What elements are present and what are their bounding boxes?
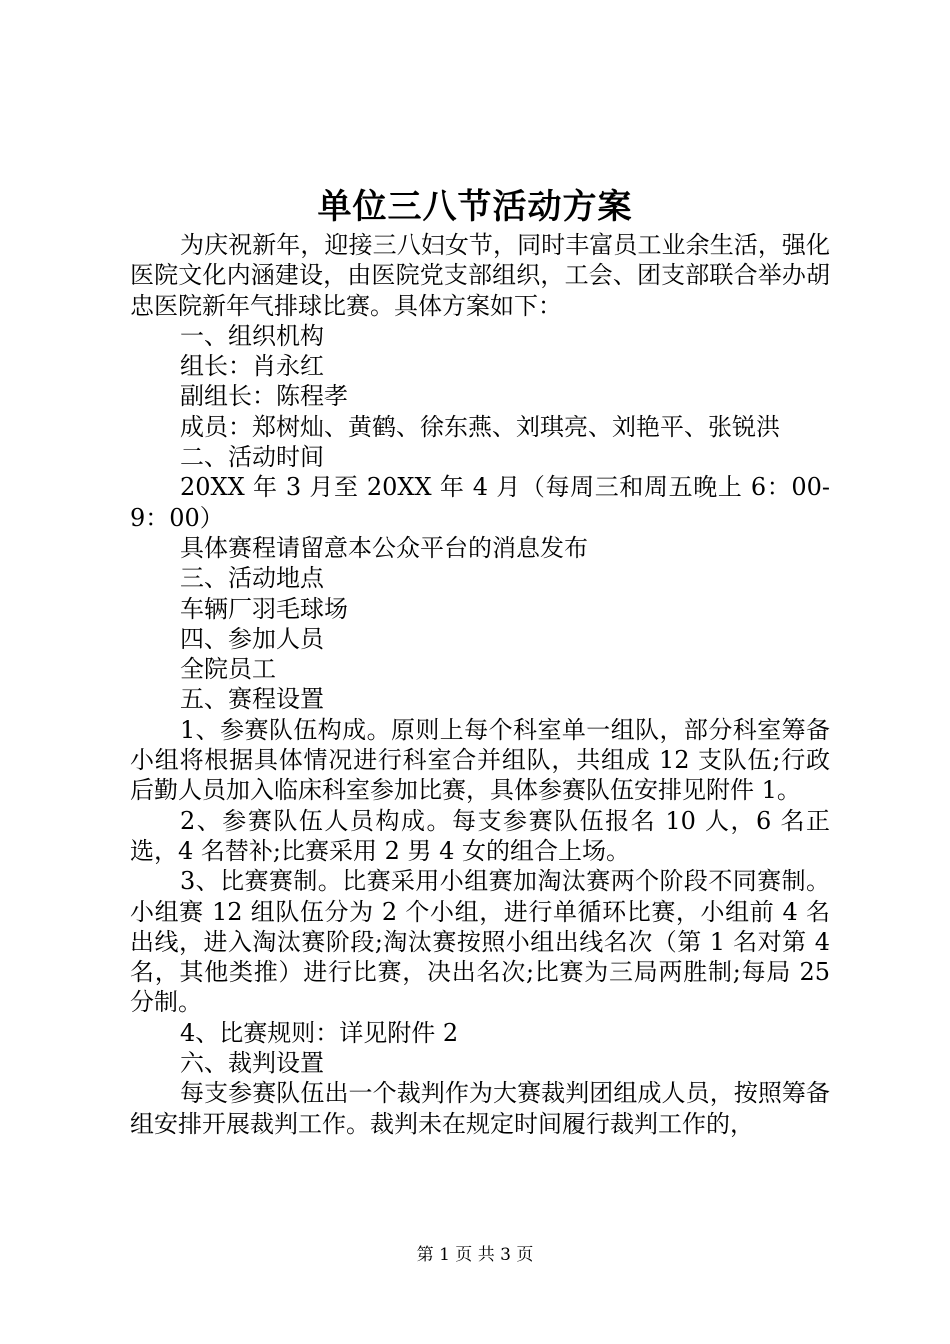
deputy-leader-line: 副组长：陈程孝 — [180, 382, 348, 411]
schedule-notice-line: 具体赛程请留意本公众平台的消息发布 — [180, 533, 588, 562]
team-composition-paragraph: 1、参赛队伍构成。原则上每个科室单一组队，部分科室筹备小组将根据具体情况进行科室合并组队，共组成 12 支队伍;行政后勤人员加入临床科室参加比赛，具体参赛队伍安排见附件 1。 — [130, 715, 830, 805]
page-title: 单位三八节活动方案 — [317, 187, 633, 227]
document-body — [130, 230, 830, 1139]
referee-paragraph: 每支参赛队伍出一个裁判作为大赛裁判团组成人员，按照筹备组安排开展裁判工作。裁判未在规定时间履行裁判工作的， — [130, 1079, 830, 1138]
location-line: 车辆厂羽毛球场 — [180, 594, 348, 623]
competition-rules-line: 4、比赛规则：详见附件 2 — [180, 1018, 459, 1047]
section-heading-organization: 一、组织机构 — [180, 321, 324, 350]
participants-line: 全院员工 — [180, 655, 276, 684]
page-number-footer: 第 1 页 共 3 页 — [416, 1245, 534, 1265]
intro-paragraph: 为庆祝新年，迎接三八妇女节，同时丰富员工业余生活，强化医院文化内涵建设，由医院党支部组织，工会、团支部联合举办胡忠医院新年气排球比赛。具体方案如下： — [130, 231, 830, 320]
members-line: 成员：郑树灿、黄鹤、徐东燕、刘琪亮、刘艳平、张锐洪 — [180, 412, 780, 441]
section-heading-participants: 四、参加人员 — [180, 624, 324, 653]
section-heading-schedule: 五、赛程设置 — [180, 685, 324, 714]
section-heading-referees: 六、裁判设置 — [180, 1049, 324, 1078]
competition-format-paragraph: 3、比赛赛制。比赛采用小组赛加淘汰赛两个阶段不同赛制。小组赛 12 组队伍分为 2 个小组，进行单循环比赛，小组前 4 名出线，进入淘汰赛阶段;淘汰赛按照小组出线名次（第 1 名对第 4 名，其他类推）进行比赛，决出名次;比赛为三局两胜制;每局 25 分制。 — [130, 867, 830, 1017]
team-members-paragraph: 2、参赛队伍人员构成。每支参赛队伍报名 10 人，6 名正选，4 名替补;比赛采用 2 男 4 女的组合上场。 — [130, 806, 830, 865]
section-heading-time: 二、活动时间 — [180, 443, 324, 472]
section-heading-location: 三、活动地点 — [180, 564, 324, 593]
group-leader-line: 组长：肖永红 — [180, 352, 324, 381]
activity-time-paragraph: 20XX 年 3 月至 20XX 年 4 月（每周三和周五晚上 6：00-9：00） — [130, 473, 830, 532]
